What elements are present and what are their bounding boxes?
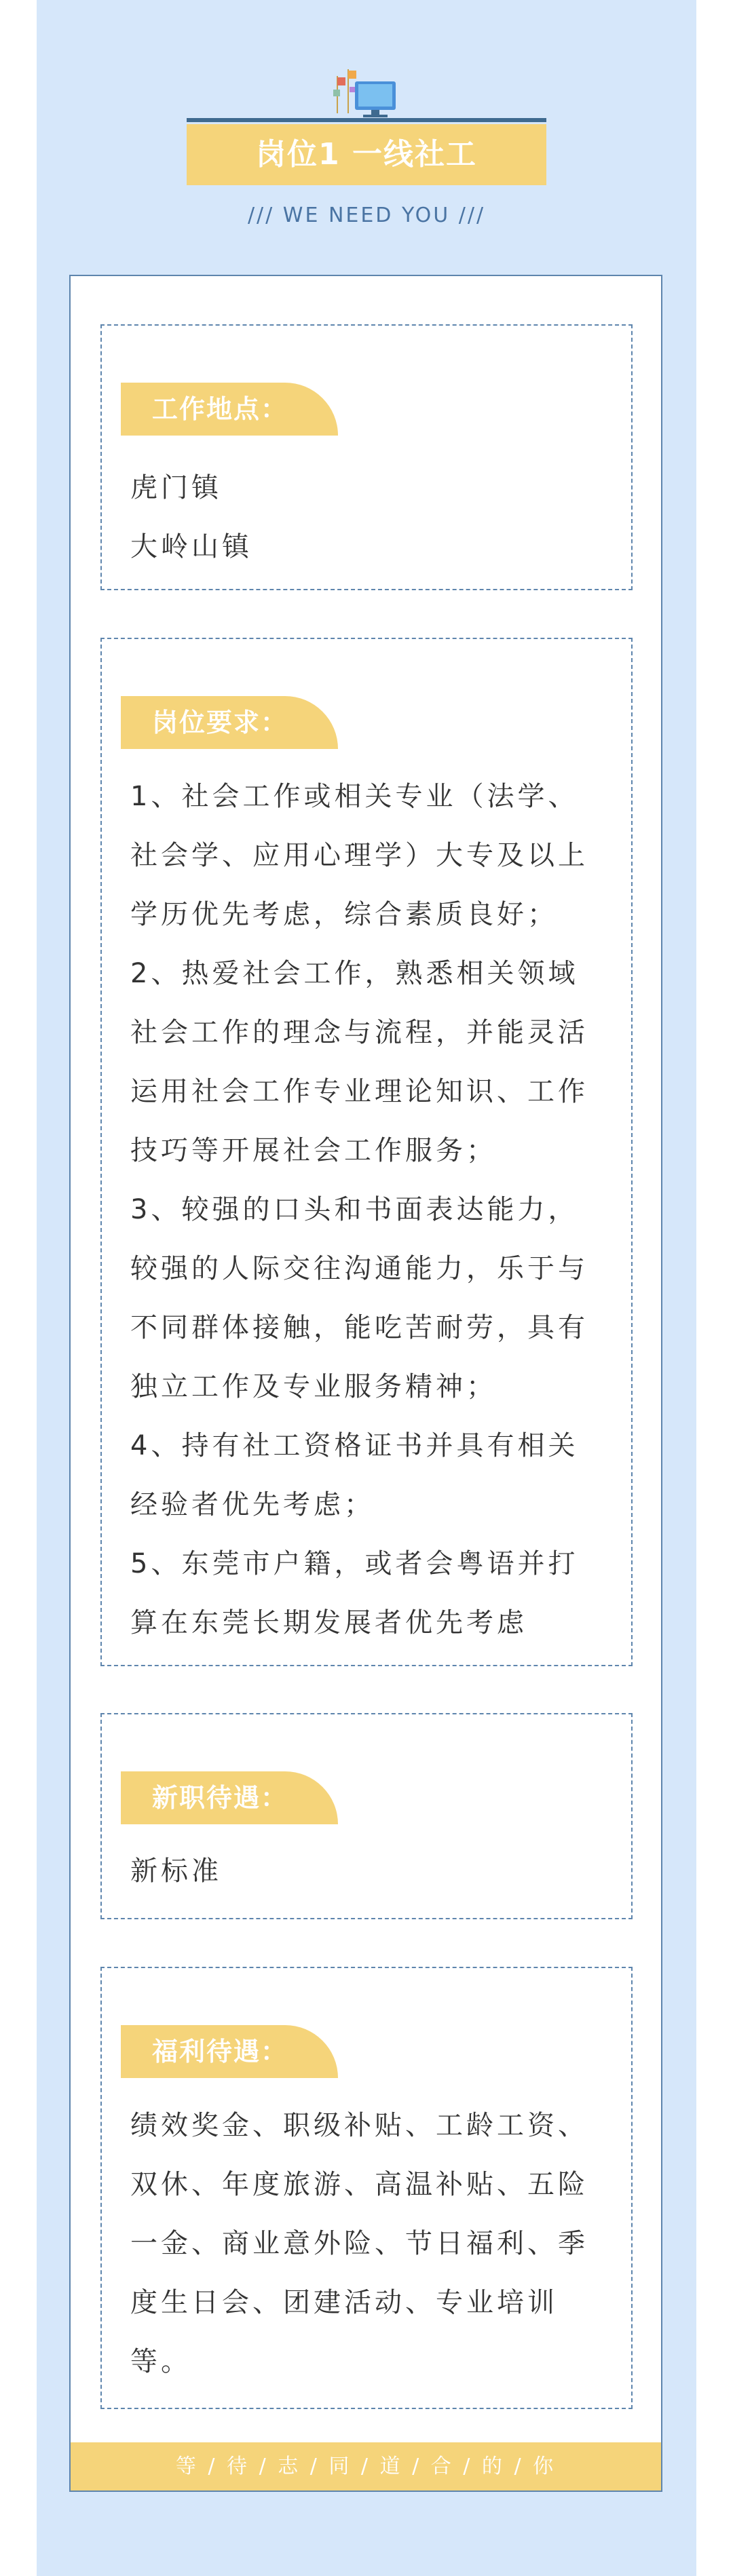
section-requirements [100,638,633,1666]
text-line: 不同群体接触，能吃苦耐劳，具有 [130,1312,588,1343]
section-label: 新职待遇： [121,1771,338,1824]
text-line: 虎门镇 [130,472,222,503]
section-work-location [100,324,633,590]
section-salary [100,1713,633,1919]
section-body [130,459,607,577]
footer-slogan: 等 / 待 / 志 / 同 / 道 / 合 / 的 / 你 [71,2442,661,2491]
section-welfare [100,1967,633,2409]
section-body [130,2096,607,2391]
section-label: 福利待遇： [121,2025,338,2078]
text-line: 运用社会工作专业理论知识、工作 [130,1076,588,1107]
text-line: 较强的人际交往沟通能力，乐于与 [130,1253,588,1284]
page-subtitle: /// WE NEED YOU /// [247,204,486,227]
text-line: 5、东莞市户籍，或者会粤语并打 [130,1548,579,1579]
text-line: 大岭山镇 [130,531,252,562]
text-line: 双休、年度旅游、高温补贴、五险 [130,2169,588,2200]
text-line: 3、较强的口头和书面表达能力， [130,1194,579,1225]
text-line: 新标准 [130,1856,222,1887]
page-title: 岗位1 一线社工 [187,124,546,185]
section-label: 岗位要求： [121,696,338,749]
text-line: 学历优先考虑，综合素质良好； [130,899,558,930]
text-line: 绩效奖金、职级补贴、工龄工资、 [130,2110,588,2141]
text-line: 独立工作及专业服务精神； [130,1371,497,1402]
text-line: 2、热爱社会工作，熟悉相关领域 [130,958,579,989]
text-line: 1、社会工作或相关专业（法学、 [130,781,579,812]
text-line: 社会学、应用心理学）大专及以上 [130,840,588,871]
text-line: 4、持有社工资格证书并具有相关 [130,1430,579,1461]
section-body [130,767,607,1653]
text-line: 经验者优先考虑； [130,1489,375,1520]
text-line: 技巧等开展社会工作服务； [130,1135,497,1166]
text-line: 算在东莞长期发展者优先考虑 [130,1607,527,1638]
section-body [130,1842,607,1901]
title-underline [187,118,546,122]
text-line: 等。 [130,2346,191,2377]
computer-icon [329,62,411,123]
text-line: 度生日会、团建活动、专业培训 [130,2287,558,2318]
text-line: 社会工作的理念与流程，并能灵活 [130,1017,588,1048]
text-line: 一金、商业意外险、节日福利、季 [130,2228,588,2259]
section-label: 工作地点： [121,383,338,436]
